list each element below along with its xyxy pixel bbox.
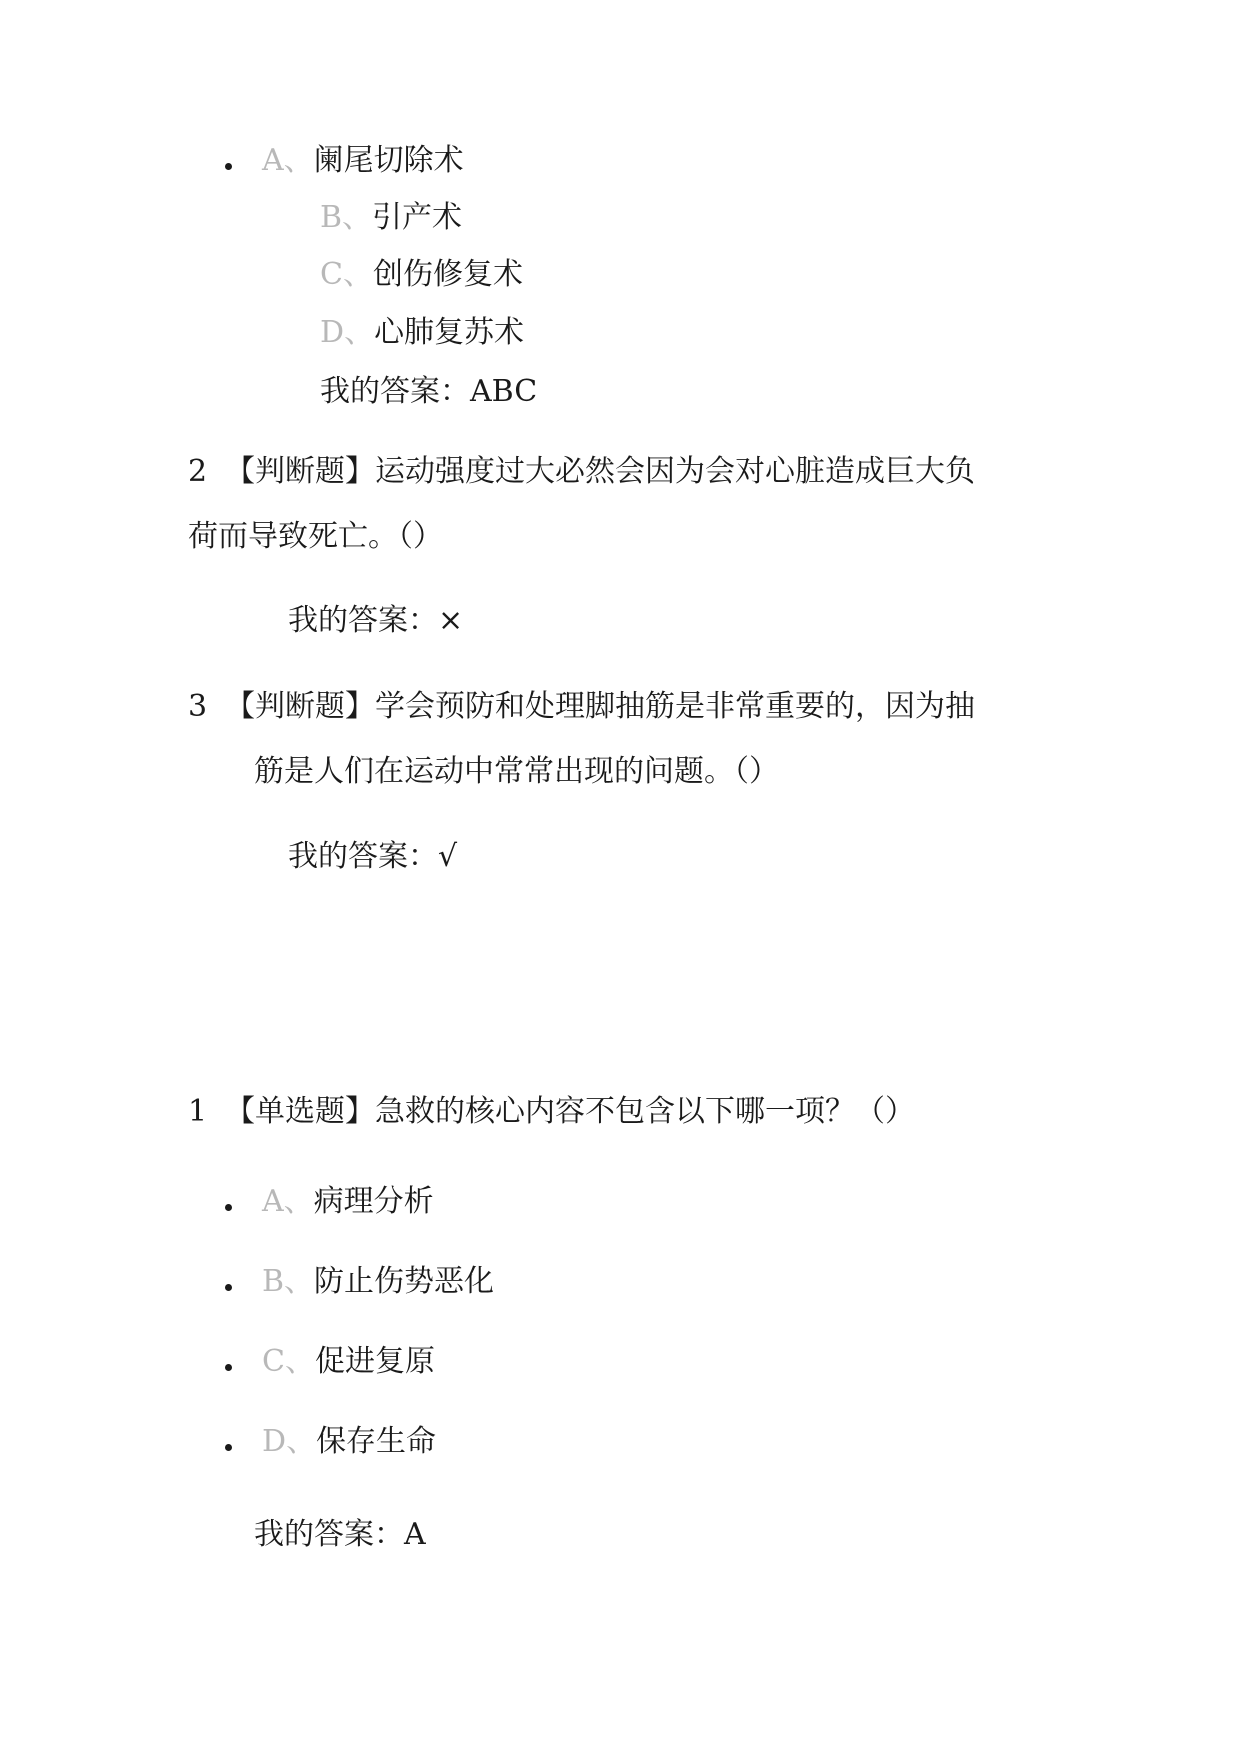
option-text: 心肺复苏术 xyxy=(374,315,525,350)
question-text-line1: 【判断题】学会预防和处理脚抽筋是非常重要的，因为抽 xyxy=(225,689,975,724)
list-bullet xyxy=(225,163,232,170)
option-text: 病理分析 xyxy=(313,1184,434,1219)
list-bullet xyxy=(225,1444,232,1451)
question-text-line1: 【判断题】运动强度过大必然会因为会对心脏造成巨大负 xyxy=(225,454,975,489)
question-text-line2: 荷而导致死亡。（） xyxy=(188,519,443,554)
my-answer: 我的答案：A xyxy=(254,1517,426,1552)
option-text: 保存生命 xyxy=(316,1424,437,1459)
option-separator: 、 xyxy=(283,1184,314,1219)
option-separator: 、 xyxy=(342,200,373,235)
my-answer: 我的答案：× xyxy=(288,603,464,638)
option-letter: A xyxy=(262,1184,284,1219)
option-letter: B xyxy=(320,200,343,235)
option-separator: 、 xyxy=(283,143,314,178)
option-letter: C xyxy=(320,257,343,292)
option-letter: D xyxy=(262,1424,287,1459)
my-answer: 我的答案：ABC xyxy=(320,374,538,409)
option-c xyxy=(262,1344,435,1379)
question-text-line2: 筋是人们在运动中常常出现的问题。（） xyxy=(254,754,779,789)
option-b xyxy=(262,1264,495,1299)
question-text: 【单选题】急救的核心内容不包含以下哪一项？（） xyxy=(225,1094,915,1129)
list-bullet xyxy=(225,1204,232,1211)
option-separator: 、 xyxy=(342,257,373,292)
option-c xyxy=(320,257,523,292)
option-d xyxy=(262,1424,437,1459)
my-answer: 我的答案：√ xyxy=(288,839,458,874)
option-text: 防止伤势恶化 xyxy=(314,1264,495,1299)
option-a xyxy=(262,1184,434,1219)
option-d xyxy=(320,315,525,350)
option-separator: 、 xyxy=(344,315,375,350)
option-letter: D xyxy=(320,315,345,350)
option-text: 创伤修复术 xyxy=(372,257,523,292)
option-text: 阑尾切除术 xyxy=(313,143,464,178)
option-separator: 、 xyxy=(286,1424,317,1459)
question-number: 1 xyxy=(188,1094,208,1129)
option-b xyxy=(320,200,463,235)
option-letter: A xyxy=(262,143,284,178)
question-number: 2 xyxy=(188,454,208,489)
option-separator: 、 xyxy=(284,1264,315,1299)
question-number: 3 xyxy=(188,689,208,724)
option-letter: B xyxy=(262,1264,285,1299)
option-letter: C xyxy=(262,1344,285,1379)
list-bullet xyxy=(225,1284,232,1291)
option-text: 引产术 xyxy=(372,200,463,235)
option-a xyxy=(262,143,464,178)
list-bullet xyxy=(225,1364,232,1371)
option-text: 促进复原 xyxy=(314,1344,435,1379)
option-separator: 、 xyxy=(284,1344,315,1379)
